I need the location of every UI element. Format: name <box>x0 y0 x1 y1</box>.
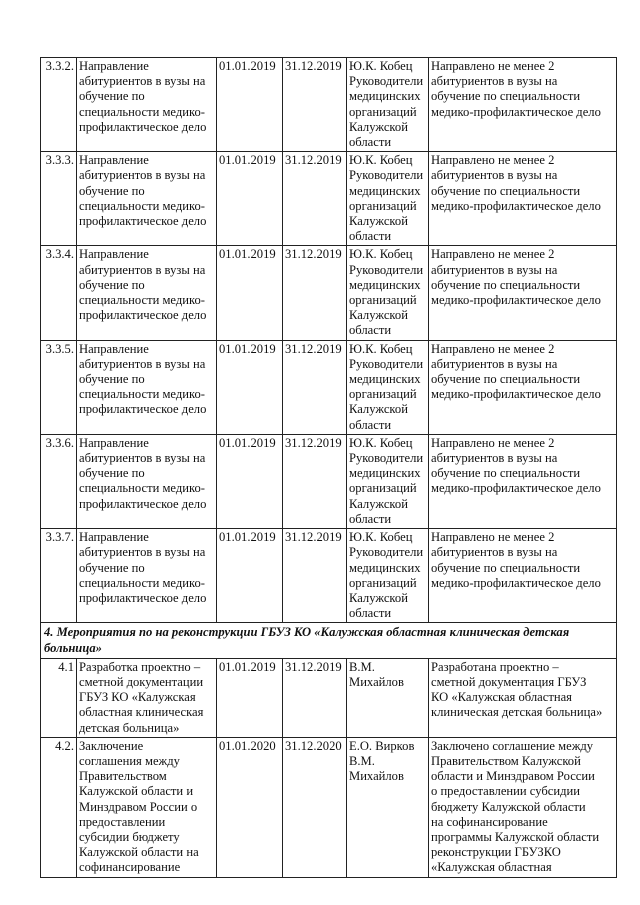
row-number: 4.2. <box>41 737 77 877</box>
expected-result: Направлено не менее 2 абитуриентов в вузы на обучение по специальности медико-профилактическое дело <box>429 246 617 340</box>
event-name: Заключение соглашения между Правительством Калужской области и Минздравом России о предоставлении субсидии бюджету Калужской области на софинансирование <box>77 737 217 877</box>
event-name: Направление абитуриентов в вузы на обучение по специальности медико- профилактическое дело <box>77 340 217 434</box>
responsible: Ю.К. Кобец Руководители медицинских организаций Калужской области <box>347 529 429 623</box>
expected-result: Направлено не менее 2 абитуриентов в вузы на обучение по специальности медико-профилактическое дело <box>429 152 617 246</box>
table-row <box>41 737 617 877</box>
end-date: 31.12.2019 <box>283 152 347 246</box>
table-row <box>41 529 617 623</box>
end-date: 31.12.2019 <box>283 658 347 737</box>
event-name: Направление абитуриентов в вузы на обучение по специальности медико- профилактическое дело <box>77 529 217 623</box>
row-number: 3.3.6. <box>41 434 77 528</box>
row-number: 3.3.2. <box>41 58 77 152</box>
expected-result: Направлено не менее 2 абитуриентов в вузы на обучение по специальности медико-профилактическое дело <box>429 529 617 623</box>
responsible: В.М. Михайлов <box>347 658 429 737</box>
row-number: 4.1 <box>41 658 77 737</box>
expected-result: Разработана проектно – сметной документация ГБУЗ КО «Калужская областная клиническая детская больница» <box>429 658 617 737</box>
expected-result: Направлено не менее 2 абитуриентов в вузы на обучение по специальности медико-профилактическое дело <box>429 434 617 528</box>
event-name: Направление абитуриентов в вузы на обучение по специальности медико- профилактическое дело <box>77 434 217 528</box>
start-date: 01.01.2019 <box>217 434 283 528</box>
row-number: 3.3.7. <box>41 529 77 623</box>
table-row <box>41 152 617 246</box>
start-date: 01.01.2019 <box>217 246 283 340</box>
start-date: 01.01.2019 <box>217 152 283 246</box>
start-date: 01.01.2020 <box>217 737 283 877</box>
responsible: Е.О. Вирков В.М. Михайлов <box>347 737 429 877</box>
event-name: Направление абитуриентов в вузы на обучение по специальности медико- профилактическое дело <box>77 246 217 340</box>
table-row <box>41 58 617 152</box>
event-name: Направление абитуриентов в вузы на обучение по специальности медико- профилактическое дело <box>77 58 217 152</box>
row-number: 3.3.5. <box>41 340 77 434</box>
start-date: 01.01.2019 <box>217 529 283 623</box>
responsible: Ю.К. Кобец Руководители медицинских организаций Калужской области <box>347 246 429 340</box>
responsible: Ю.К. Кобец Руководители медицинских организаций Калужской области <box>347 58 429 152</box>
section-title: 4. Мероприятия по на реконструкции ГБУЗ КО «Калужская областная клиническая детская больница» <box>41 623 617 658</box>
end-date: 31.12.2020 <box>283 737 347 877</box>
responsible: Ю.К. Кобец Руководители медицинских организаций Калужской области <box>347 434 429 528</box>
table-row <box>41 658 617 737</box>
row-number: 3.3.4. <box>41 246 77 340</box>
expected-result: Заключено соглашение между Правительством Калужской области и Минздравом России о предоставлении субсидии бюджету Калужской области на софинансирование программы Калужской области реконструкции ГБУЗКО «Калужская областная <box>429 737 617 877</box>
plan-table <box>40 57 617 878</box>
event-name: Разработка проектно – сметной документации ГБУЗ КО «Калужская областная клиническая детская больница» <box>77 658 217 737</box>
end-date: 31.12.2019 <box>283 434 347 528</box>
start-date: 01.01.2019 <box>217 658 283 737</box>
table-row <box>41 340 617 434</box>
end-date: 31.12.2019 <box>283 529 347 623</box>
event-name: Направление абитуриентов в вузы на обучение по специальности медико- профилактическое дело <box>77 152 217 246</box>
table-row <box>41 434 617 528</box>
responsible: Ю.К. Кобец Руководители медицинских организаций Калужской области <box>347 152 429 246</box>
end-date: 31.12.2019 <box>283 246 347 340</box>
row-number: 3.3.3. <box>41 152 77 246</box>
expected-result: Направлено не менее 2 абитуриентов в вузы на обучение по специальности медико-профилактическое дело <box>429 340 617 434</box>
section-header-row <box>41 623 617 658</box>
responsible: Ю.К. Кобец Руководители медицинских организаций Калужской области <box>347 340 429 434</box>
end-date: 31.12.2019 <box>283 58 347 152</box>
end-date: 31.12.2019 <box>283 340 347 434</box>
start-date: 01.01.2019 <box>217 58 283 152</box>
expected-result: Направлено не менее 2 абитуриентов в вузы на обучение по специальности медико-профилактическое дело <box>429 58 617 152</box>
table-row <box>41 246 617 340</box>
start-date: 01.01.2019 <box>217 340 283 434</box>
